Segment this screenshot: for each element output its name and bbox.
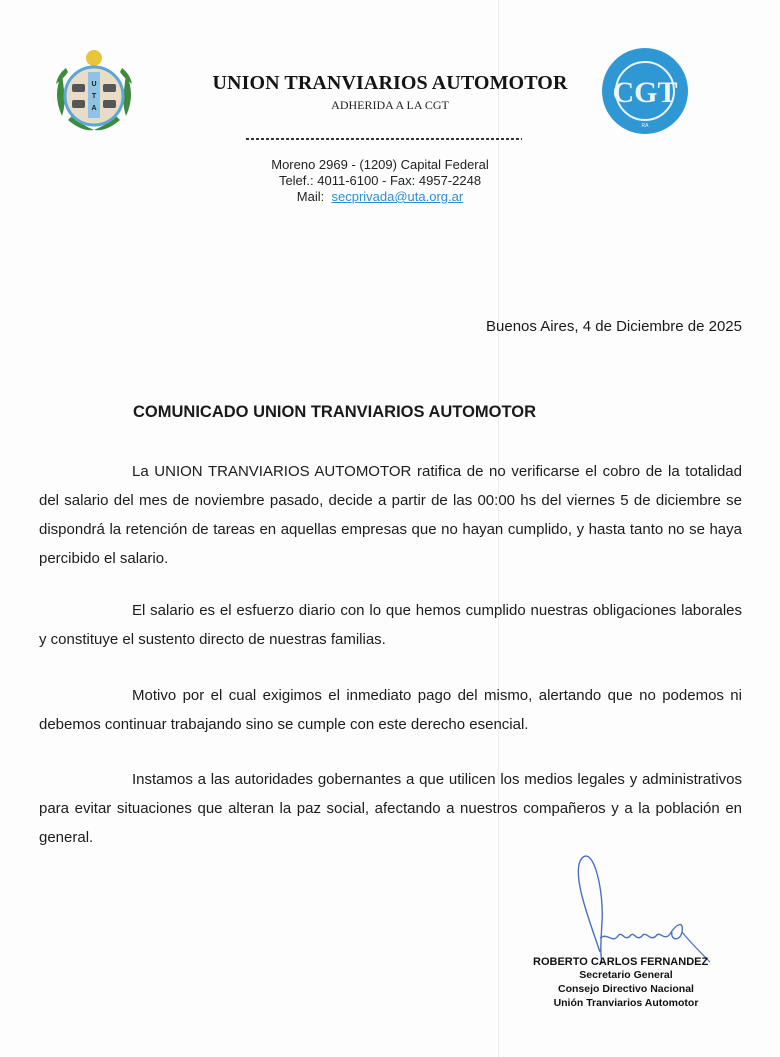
- paragraph-text: La UNION TRANVIARIOS AUTOMOTOR ratifica de no verificarse el cobro de la totalidad del salario del mes de noviembre pasado, decide a partir de las 00:00 hs del viernes 5 de diciembre se dispondrá la retención de tareas en aquellas empresas que no hayan cumplido, y hasta tanto no se haya percibido el salario.: [39, 463, 742, 567]
- signer-role: Secretario General: [579, 969, 673, 981]
- signer-name: ROBERTO CARLOS FERNANDEZ: [533, 956, 709, 968]
- org-name: UNION TRANVIARIOS AUTOMOTOR: [212, 72, 568, 94]
- paragraph-3: [39, 681, 742, 739]
- mail-label: Mail:: [296, 189, 325, 204]
- signer-org: Unión Tranviarios Automotor: [553, 997, 699, 1009]
- paragraph-2: [39, 596, 742, 654]
- phone-line: Telef.: 4011-6100 - Fax: 4957-2248: [278, 173, 482, 188]
- mail-link[interactable]: secprivada@uta.org.ar: [331, 189, 464, 204]
- cgt-letters: CGT: [612, 76, 678, 109]
- mail-line: [230, 189, 530, 204]
- paragraph-4: [39, 765, 742, 852]
- handwritten-signature: [560, 852, 735, 972]
- document-date: Buenos Aires, 4 de Diciembre de 2025: [486, 318, 742, 335]
- paragraph-text: Instamos a las autoridades gobernantes a que utilicen los medios legales y administrativos para evitar situaciones que alteran la paz social, afectando a nuestros compañeros y a la población en general.: [39, 771, 742, 846]
- paragraph-text: El salario es el esfuerzo diario con lo que hemos cumplido nuestras obligaciones laborales y constituye el sustento directo de nuestras familias.: [39, 602, 742, 648]
- svg-text:U: U: [91, 81, 97, 88]
- svg-text:A: A: [91, 105, 97, 112]
- dashed-divider: [246, 138, 522, 140]
- paragraph-1: [39, 457, 742, 573]
- paragraph-text: Motivo por el cual exigimos el inmediato pago del mismo, alertando que no podemos ni debemos continuar trabajando sino se cumple con este derecho esencial.: [39, 687, 742, 733]
- org-subtitle: ADHERIDA A LA CGT: [331, 98, 449, 112]
- svg-text:RA: RA: [641, 123, 649, 129]
- document-title: COMUNICADO UNION TRANVIARIOS AUTOMOTOR: [133, 403, 537, 421]
- signer-body: Consejo Directivo Nacional: [558, 983, 694, 995]
- address-line: Moreno 2969 - (1209) Capital Federal: [271, 157, 489, 172]
- sun-icon: [86, 50, 102, 66]
- signature-block: [528, 956, 738, 1010]
- svg-text:T: T: [91, 93, 97, 100]
